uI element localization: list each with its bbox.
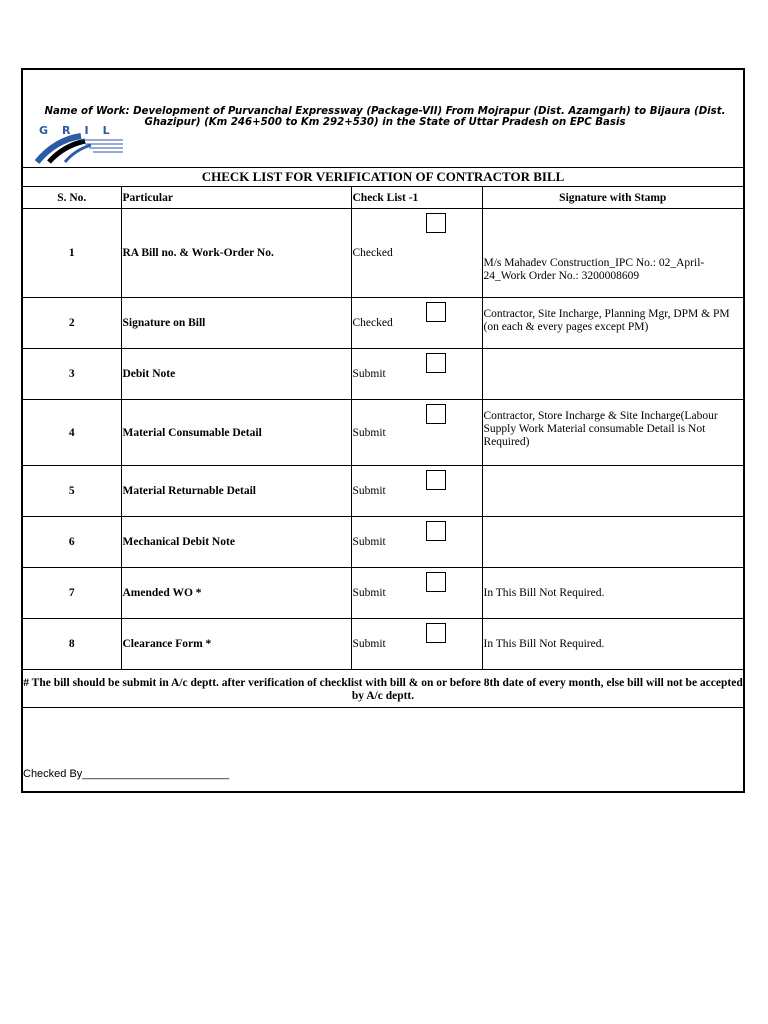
row-particular: Material Consumable Detail [121, 400, 351, 466]
row-signature: Contractor, Store Incharge & Site Incharge(Labour Supply Work Material consumable Detail is Not Required) [482, 400, 743, 466]
row-particular: Signature on Bill [121, 298, 351, 349]
row-status: Submit [352, 426, 386, 439]
row-sno: 8 [23, 619, 121, 670]
checkbox[interactable] [426, 470, 446, 490]
row-signature: In This Bill Not Required. [482, 619, 743, 670]
row-signature [482, 466, 743, 517]
table-row [23, 400, 743, 466]
header-checklist: Check List -1 [351, 187, 482, 209]
table-row [23, 209, 743, 298]
row-check-cell [351, 568, 482, 619]
checkbox[interactable] [426, 353, 446, 373]
table-row [23, 619, 743, 670]
row-signature: Contractor, Site Incharge, Planning Mgr, DPM & PM (on each & every pages except PM) [482, 298, 743, 349]
row-particular: Material Returnable Detail [121, 466, 351, 517]
road-logo-icon [35, 124, 125, 164]
row-sno: 1 [23, 209, 121, 298]
row-check-cell [351, 298, 482, 349]
row-check-cell [351, 349, 482, 400]
table-row [23, 349, 743, 400]
checklist-table [23, 187, 743, 670]
row-particular: RA Bill no. & Work-Order No. [121, 209, 351, 298]
logo-text: GRIL [39, 124, 124, 137]
row-check-cell [351, 400, 482, 466]
row-status: Submit [352, 638, 386, 650]
row-status: Submit [352, 485, 386, 497]
row-sno: 2 [23, 298, 121, 349]
row-status: Checked [352, 317, 393, 329]
checkbox[interactable] [426, 572, 446, 592]
table-row [23, 517, 743, 568]
header-sno: S. No. [23, 187, 121, 209]
checkbox[interactable] [426, 302, 446, 322]
checkbox[interactable] [426, 521, 446, 541]
row-signature: In This Bill Not Required. [482, 568, 743, 619]
row-check-cell [351, 619, 482, 670]
checked-by-line: Checked By________________________ [23, 768, 230, 780]
row-signature: M/s Mahadev Construction_IPC No.: 02_April-24_Work Order No.: 3200008609 [482, 209, 743, 298]
checkbox[interactable] [426, 404, 446, 424]
row-particular: Clearance Form * [121, 619, 351, 670]
row-particular: Debit Note [121, 349, 351, 400]
row-particular: Mechanical Debit Note [121, 517, 351, 568]
row-status: Submit [352, 368, 386, 380]
header-signature: Signature with Stamp [482, 187, 743, 209]
table-header-row [23, 187, 743, 209]
row-sno: 7 [23, 568, 121, 619]
checkbox[interactable] [426, 623, 446, 643]
table-row [23, 298, 743, 349]
table-row [23, 568, 743, 619]
header [23, 70, 743, 167]
row-check-cell [351, 466, 482, 517]
checklist-sheet [21, 68, 745, 793]
row-sno: 6 [23, 517, 121, 568]
table-row [23, 466, 743, 517]
row-signature [482, 517, 743, 568]
work-title: Name of Work: Development of Purvanchal Expressway (Package-VII) From Mojrapur (Dist. Azamgarh) to Bijaura (Dist. Ghazipur) (Km 246+500 to Km 292+530) in the State of Uttar Pradesh on EPC Basis [44, 106, 726, 128]
checklist-title: CHECK LIST FOR VERIFICATION OF CONTRACTOR BILL [23, 167, 743, 187]
row-sno: 4 [23, 400, 121, 466]
row-status: Submit [352, 587, 386, 599]
submission-note: # The bill should be submit in A/c deptt. after verification of checklist with bill & on or before 8th date of every month, else bill will not be accepted by A/c deptt. [23, 674, 743, 708]
row-check-cell [351, 517, 482, 568]
row-status: Checked [352, 247, 393, 259]
row-status: Submit [352, 536, 386, 548]
row-particular: Amended WO * [121, 568, 351, 619]
row-sno: 3 [23, 349, 121, 400]
checkbox[interactable] [426, 213, 446, 233]
gril-logo [35, 124, 125, 164]
header-particular: Particular [121, 187, 351, 209]
row-signature [482, 349, 743, 400]
row-sno: 5 [23, 466, 121, 517]
row-check-cell [351, 209, 482, 298]
